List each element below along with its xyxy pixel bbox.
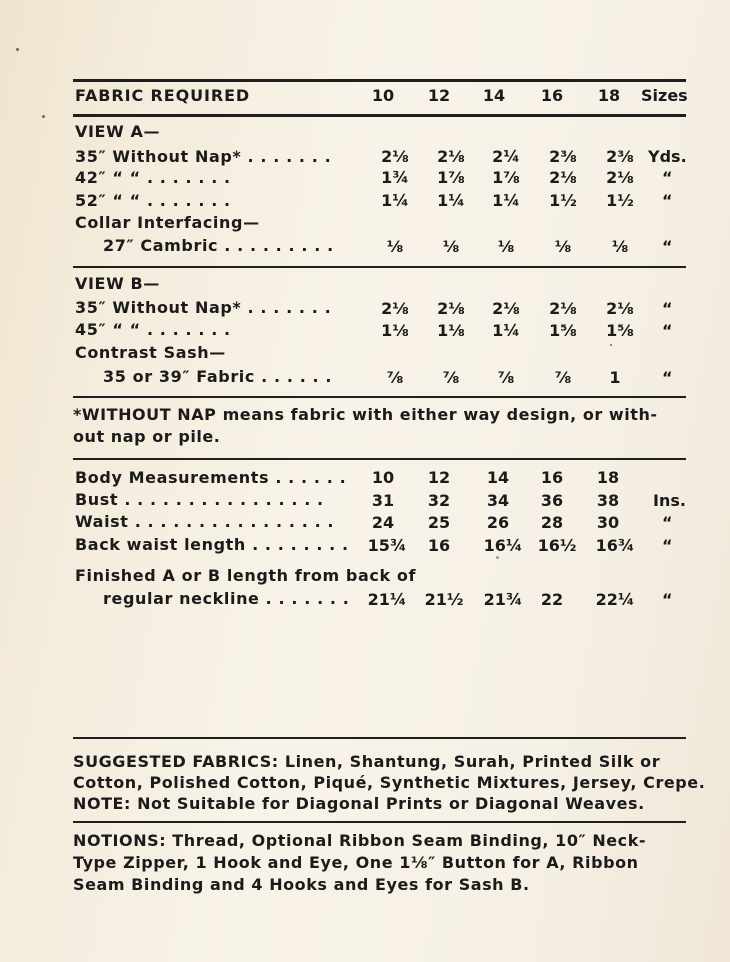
view-a-row-label: 52″ “ “ . . . . . . .	[75, 191, 231, 210]
ditto-mark: “	[662, 368, 673, 387]
view-a-value: 2⅛	[606, 168, 634, 187]
view-a-value: 2¼	[492, 147, 520, 166]
bust-value: 34	[486, 491, 510, 510]
back-waist-value: 16½	[537, 536, 577, 555]
size-header-16: 16	[540, 86, 564, 105]
ditto-mark: “	[662, 590, 673, 609]
view-b-value: 1⅛	[381, 321, 409, 340]
finished-length-value: 22¼	[595, 590, 635, 609]
rule-header	[73, 114, 686, 117]
bust-label: Bust . . . . . . . . . . . . . . . .	[75, 490, 324, 509]
paper-speck	[16, 48, 19, 51]
size-header-10: 10	[371, 86, 395, 105]
rule-nap-note	[73, 458, 686, 460]
collar-value: ⅛	[611, 237, 629, 256]
paper-speck	[610, 344, 612, 346]
bust-value: 38	[596, 491, 620, 510]
size-header-18: 18	[597, 86, 621, 105]
view-a-value: 1½	[606, 191, 634, 210]
notions-line: Seam Binding and 4 Hooks and Eyes for Sash B.	[73, 875, 530, 894]
view-a-value: 1½	[549, 191, 577, 210]
waist-value: 24	[371, 513, 395, 532]
waist-value: 28	[540, 513, 564, 532]
view-a-value: 1¼	[381, 191, 409, 210]
rule-view-a	[73, 266, 686, 268]
collar-value: ⅛	[386, 237, 404, 256]
view-b-value: 1⅝	[549, 321, 577, 340]
view-a-value: 2⅜	[606, 147, 634, 166]
body-size-16: 16	[540, 468, 564, 487]
sash-value: ⅞	[442, 368, 460, 387]
sash-value: ⅞	[497, 368, 515, 387]
finished-length-value: 21¾	[483, 590, 523, 609]
paper-speck	[496, 556, 499, 559]
body-size-10: 10	[371, 468, 395, 487]
view-b-value: 1⅝	[606, 321, 634, 340]
sash-value: ⅞	[386, 368, 404, 387]
without-nap-line: *WITHOUT NAP means fabric with either way design, or with-	[73, 405, 658, 424]
view-a-value: 1⅞	[492, 168, 520, 187]
view-a-value: 2⅛	[549, 168, 577, 187]
view-a-value: 2⅛	[437, 147, 465, 166]
not-suitable-note: NOTE: Not Suitable for Diagonal Prints or Diagonal Weaves.	[73, 794, 645, 813]
sash-row-label: 35 or 39″ Fabric . . . . . .	[103, 367, 333, 386]
size-header-14: 14	[482, 86, 506, 105]
fabric-required-title: FABRIC REQUIRED	[75, 86, 251, 105]
view-b-value: 2⅛	[549, 299, 577, 318]
notions-line: NOTIONS: Thread, Optional Ribbon Seam Binding, 10″ Neck-	[73, 831, 647, 850]
waist-value: 25	[427, 513, 451, 532]
view-b-value: 1⅛	[437, 321, 465, 340]
collar-row-label: 27″ Cambric . . . . . . . . .	[103, 236, 334, 255]
notions-line: Type Zipper, 1 Hook and Eye, One 1⅛″ Button for A, Ribbon	[73, 853, 639, 872]
unit-label: Yds.	[648, 147, 687, 166]
ditto-mark: “	[662, 299, 673, 318]
sash-value: ⅞	[554, 368, 572, 387]
without-nap-note	[73, 404, 693, 448]
finished-length-value: 21¼	[367, 590, 407, 609]
view-a-value: 1¾	[381, 168, 409, 187]
collar-value: ⅛	[442, 237, 460, 256]
view-a-heading: VIEW A—	[75, 122, 161, 141]
ditto-mark: “	[662, 237, 673, 256]
view-b-row-label: 35″ Without Nap* . . . . . . .	[75, 298, 332, 317]
body-size-12: 12	[427, 468, 451, 487]
view-b-row-label: 45″ “ “ . . . . . . .	[75, 320, 231, 339]
suggested-fabrics-line: SUGGESTED FABRICS: Linen, Shantung, Surah, Printed Silk or	[73, 752, 661, 771]
body-measurements-label: Body Measurements . . . . . .	[75, 468, 347, 487]
collar-interfacing-heading: Collar Interfacing—	[75, 213, 260, 232]
collar-value: ⅛	[554, 237, 572, 256]
view-a-row-label: 35″ Without Nap* . . . . . . .	[75, 147, 332, 166]
back-waist-value: 16¼	[483, 536, 523, 555]
view-a-value: 1⅞	[437, 168, 465, 187]
back-waist-value: 16¾	[595, 536, 635, 555]
body-size-14: 14	[486, 468, 510, 487]
ditto-mark: “	[662, 191, 673, 210]
view-b-value: 2⅛	[492, 299, 520, 318]
suggested-fabrics-line: Cotton, Polished Cotton, Piqué, Synthetic Mixtures, Jersey, Crepe.	[73, 773, 706, 792]
notions	[73, 830, 693, 896]
bust-value: 32	[427, 491, 451, 510]
view-a-value: 1¼	[437, 191, 465, 210]
back-waist-length-label: Back waist length . . . . . . . .	[75, 535, 349, 554]
view-a-value: 1¼	[492, 191, 520, 210]
back-waist-value: 15¾	[367, 536, 407, 555]
rule-suggested	[73, 737, 686, 739]
waist-label: Waist . . . . . . . . . . . . . . . .	[75, 512, 335, 531]
view-b-value: 2⅛	[381, 299, 409, 318]
unit-label: Ins.	[653, 491, 686, 510]
body-size-18: 18	[596, 468, 620, 487]
view-b-value: 1¼	[492, 321, 520, 340]
waist-value: 26	[486, 513, 510, 532]
paper-speck	[42, 115, 45, 118]
collar-value: ⅛	[497, 237, 515, 256]
rule-notions	[73, 821, 686, 823]
view-b-heading: VIEW B—	[75, 274, 160, 293]
finished-length-heading: Finished A or B length from back of	[75, 566, 417, 585]
ditto-mark: “	[662, 536, 673, 555]
waist-value: 30	[596, 513, 620, 532]
ditto-mark: “	[662, 168, 673, 187]
size-header-12: 12	[427, 86, 451, 105]
view-b-value: 2⅛	[437, 299, 465, 318]
rule-view-b	[73, 396, 686, 398]
ditto-mark: “	[662, 321, 673, 340]
sizes-label: Sizes	[641, 86, 688, 105]
sash-value: 1	[609, 368, 621, 387]
contrast-sash-heading: Contrast Sash—	[75, 343, 226, 362]
finished-length-value: 21½	[424, 590, 464, 609]
without-nap-line: out nap or pile.	[73, 427, 221, 446]
regular-neckline-label: regular neckline . . . . . . .	[103, 589, 350, 608]
bust-value: 31	[371, 491, 395, 510]
view-a-value: 2⅛	[381, 147, 409, 166]
rule-top	[73, 79, 686, 82]
back-waist-value: 16	[427, 536, 451, 555]
suggested-fabrics	[73, 751, 706, 814]
view-a-row-label: 42″ “ “ . . . . . . .	[75, 168, 231, 187]
view-a-value: 2⅜	[549, 147, 577, 166]
bust-value: 36	[540, 491, 564, 510]
ditto-mark: “	[662, 513, 673, 532]
finished-length-value: 22	[540, 590, 564, 609]
view-b-value: 2⅛	[606, 299, 634, 318]
